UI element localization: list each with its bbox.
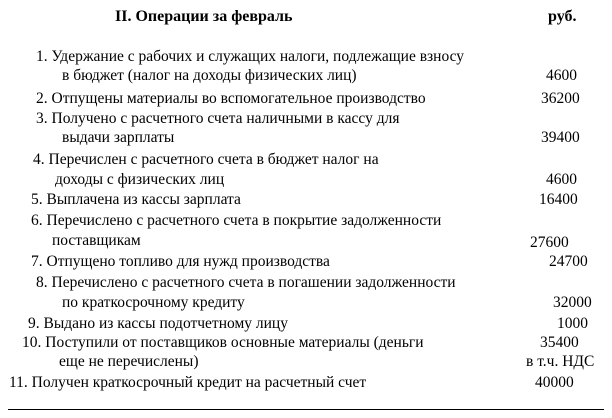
item-7-amount: 24700 (549, 253, 588, 270)
item-10-vat-note: в т.ч. НДС (526, 353, 595, 370)
item-7-line-1: 7. Отпущено топливо для нужд производства (31, 253, 330, 270)
item-3-amount: 39400 (541, 129, 580, 146)
item-1-amount: 4600 (546, 67, 577, 84)
item-4-amount: 4600 (546, 171, 577, 188)
item-3-line-2: выдачи зарплаты (62, 129, 175, 146)
item-1-line-1: 1. Удержание с рабочих и служащих налоги, подлежащие взносу (36, 48, 465, 65)
item-2-amount: 36200 (541, 90, 580, 107)
item-4-line-2: доходы с физических лиц (55, 171, 225, 188)
item-8-line-1: 8. Перечислено с расчетного счета в погашении задолженности (36, 274, 456, 291)
item-10-line-2: еще не перечислены) (59, 353, 199, 370)
item-6-line-2: поставщикам (52, 232, 141, 249)
item-8-amount: 32000 (553, 294, 592, 311)
item-5-line-1: 5. Выплачена из кассы зарплата (31, 191, 241, 208)
item-6-line-1: 6. Перечислено с расчетного счета в покрытие задолженности (31, 212, 442, 229)
currency-unit-header: руб. (548, 8, 577, 25)
item-10-amount: 35400 (540, 334, 579, 351)
section-title: II. Операции за февраль (115, 8, 293, 25)
bottom-divider (8, 409, 604, 410)
item-9-line-1: 9. Выдано из кассы подотчетному лицу (28, 315, 288, 332)
item-8-line-2: по краткосрочному кредиту (62, 294, 245, 311)
item-1-line-2: в бюджет (налог на доходы физических лиц) (62, 67, 357, 84)
item-3-line-1: 3. Получено с расчетного счета наличными в кассу для (36, 110, 400, 127)
item-9-amount: 1000 (557, 315, 588, 332)
item-5-amount: 16400 (539, 191, 578, 208)
item-11-amount: 40000 (535, 374, 574, 391)
item-10-line-1: 10. Поступили от поставщиков основные материалы (деньги (22, 334, 424, 351)
item-11-line-1: 11. Получен краткосрочный кредит на расчетный счет (9, 374, 367, 391)
item-6-amount: 27600 (530, 234, 569, 251)
item-2-line-1: 2. Отпущены материалы во вспомогательное производство (36, 90, 426, 107)
item-4-line-1: 4. Перечислен с расчетного счета в бюджет налог на (33, 151, 379, 168)
